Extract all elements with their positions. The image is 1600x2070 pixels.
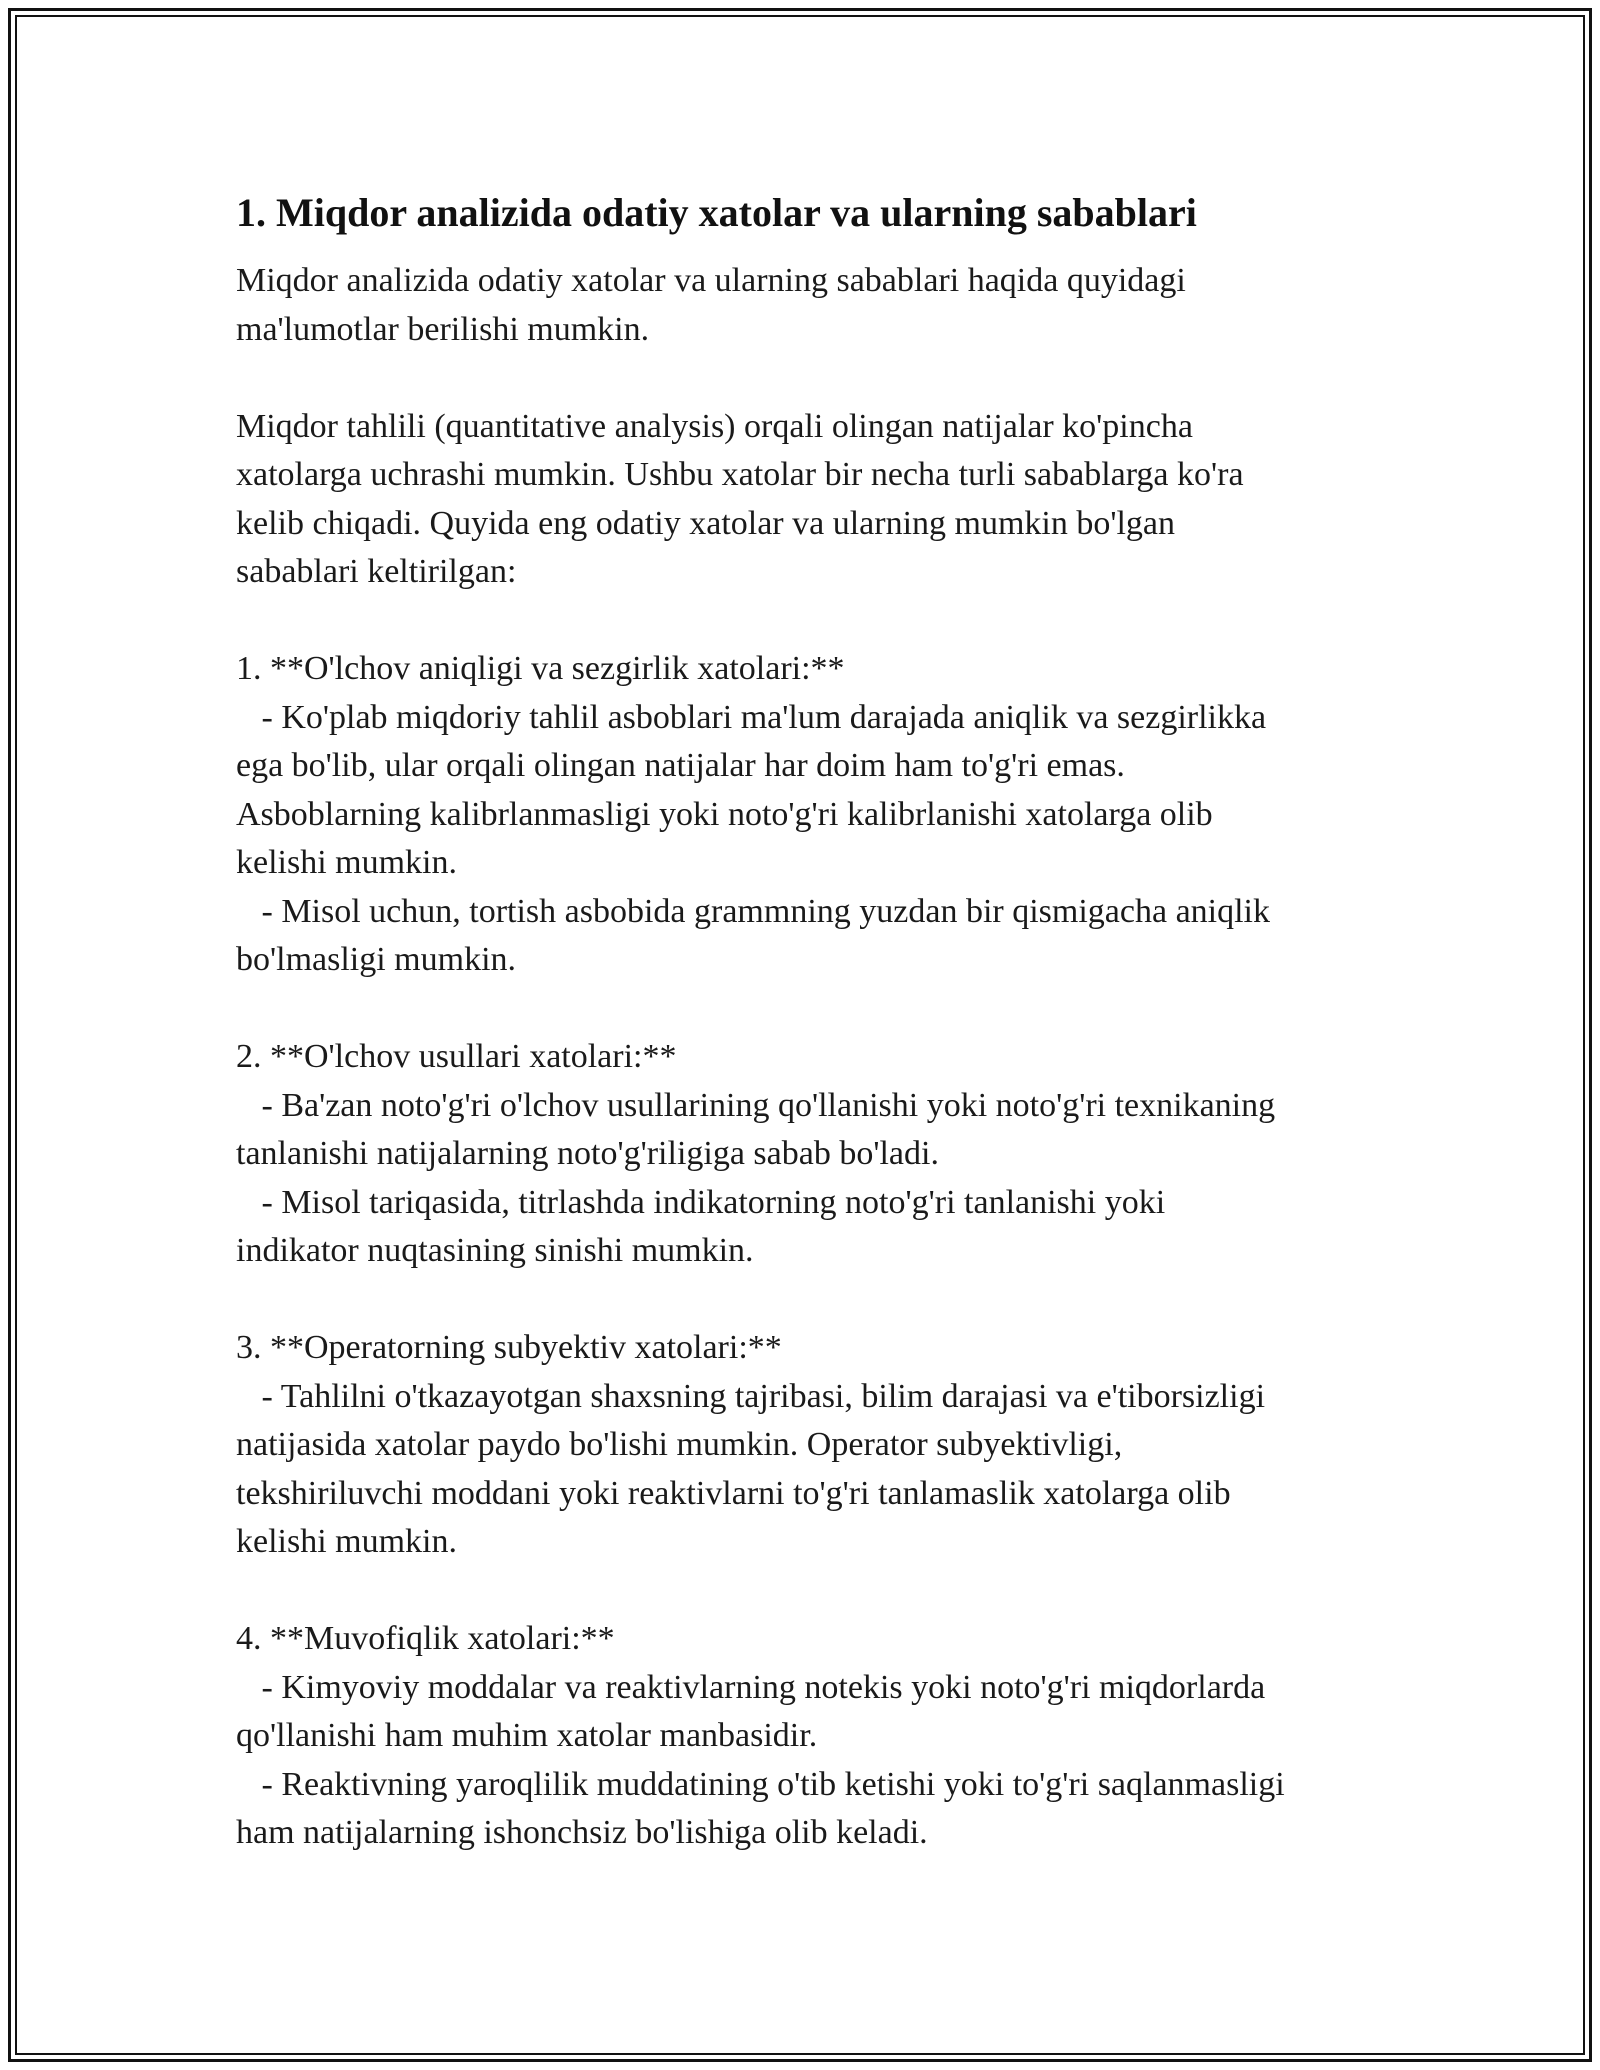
document-title: 1. Miqdor analizida odatiy xatolar va ularning sabablari — [236, 190, 1197, 235]
document-body: Miqdor analizida odatiy xatolar va ularning sabablari haqida quyidagi ma'lumotlar berilishi mumkin. Miqdor tahlili (quantitative analysis) orqali olingan natijalar ko'pincha xatolarga uchrashi mumkin. Ushbu xatolar bir necha turli sabablarga ko'ra kelib chiqadi. Quyida eng odatiy xatolar va ularning mumkin bo'lgan sabablari keltirilgan: 1. **O'lchov aniqligi va sezgirlik xatolari:** - Ko'plab miqdoriy tahlil asboblari ma'lum darajada aniqlik va sezgirlikka ega bo'lib, ular orqali olingan natijalar har doim ham to'g'ri emas. Asboblarning kalibrlanmasligi yoki noto'g'ri kalibrlanishi xatolarga olib kelishi mumkin. - Misol uchun, tortish asbobida grammning yuzdan bir qismigacha aniqlik bo'lmasligi mumkin. 2. **O'lchov usullari xatolari:** - Ba'zan noto'g'ri o'lchov usullarining qo'llanishi yoki noto'g'ri texnikaning tanlanishi natijalarning noto'g'riligiga sabab bo'ladi. - Misol tariqasida, titrlashda indikatorning noto'g'ri tanlanishi yoki indikator nuqtasining sinishi mumkin. 3. **Operatorning subyektiv xatolari:** - Tahlilni o'tkazayotgan shaxsning tajribasi, bilim darajasi va e'tiborsizligi natijasida xatolar paydo bo'lishi mumkin. Operator subyektivligi, tekshiriluvchi moddani yoki reaktivlarni to'g'ri tanlamaslik xatolarga olib kelishi mumkin. 4. **Muvofiqlik xatolari:** - Kimyoviy moddalar va reaktivlarning notekis yoki noto'g'ri miqdorlarda qo'llanishi ham muhim xatolar manbasidir. - Reaktivning yaroqlilik muddatining o'tib ketishi yoki to'g'ri saqlanmasligi ham natijalarning ishonchsiz bo'lishiga olib keladi. — [236, 262, 1285, 1851]
document-content — [236, 185, 1386, 1858]
